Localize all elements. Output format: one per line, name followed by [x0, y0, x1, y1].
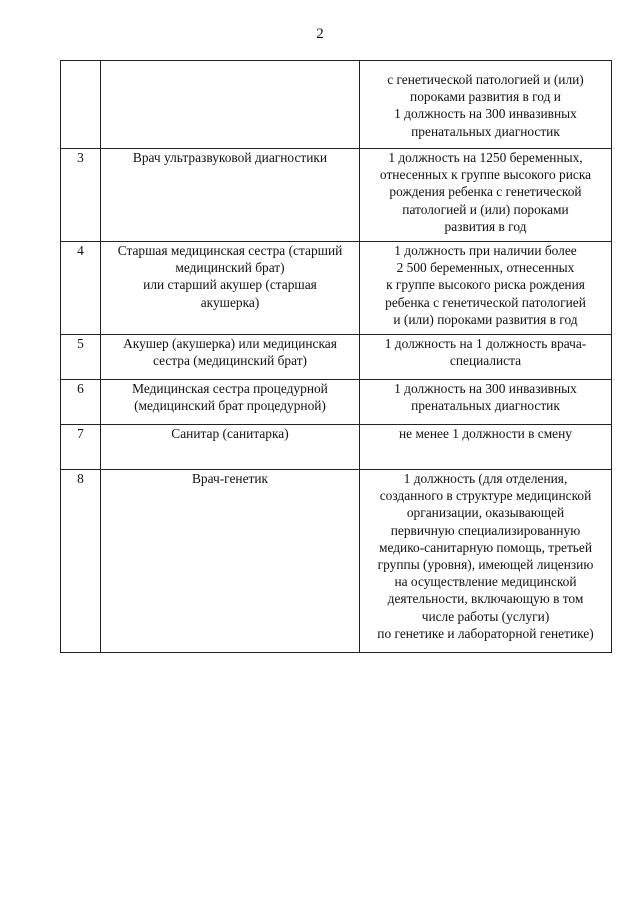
norm-line: пороками развития в год и — [410, 89, 561, 105]
table-row — [61, 61, 612, 149]
norm-line: развития в год — [444, 218, 527, 234]
row-number — [61, 61, 101, 149]
position-cell — [101, 380, 360, 425]
staffing-norm-cell — [360, 470, 612, 653]
staffing-norm-cell — [360, 425, 612, 470]
norm-line: деятельности, включающую в том — [387, 591, 584, 607]
norm-line: числе работы (услуги) — [421, 608, 550, 624]
norm-line: не менее 1 должности в смену — [399, 426, 572, 441]
norm-line: организации, оказывающей — [406, 505, 565, 521]
norm-line: 2 500 беременных, отнесенных — [396, 260, 575, 276]
row-number: 4 — [61, 242, 101, 335]
norm-line: к группе высокого риска рождения — [386, 277, 585, 293]
norm-line: отнесенных к группе высокого риска — [379, 167, 592, 183]
norm-line: патологией и (или) пороками — [402, 201, 569, 217]
norm-line: 1 должность на 300 инвазивных — [394, 106, 577, 122]
row-number: 3 — [61, 149, 101, 242]
position-cell — [101, 149, 360, 242]
position-line: или старший акушер (старшая — [143, 277, 317, 293]
staffing-norm-cell — [360, 61, 612, 149]
position-line: сестра (медицинский брат) — [152, 353, 308, 369]
staffing-norm-cell — [360, 149, 612, 242]
norm-line: группы (уровня), имеющей лицензию — [377, 557, 594, 573]
position-cell — [101, 470, 360, 653]
row-number: 8 — [61, 470, 101, 653]
norm-line: созданного в структуре медицинской — [379, 488, 592, 504]
position-cell — [101, 61, 360, 149]
position-cell — [101, 425, 360, 470]
norm-line: ребенка с генетической патологией — [385, 294, 586, 310]
norm-line: первичную специализированную — [390, 522, 581, 538]
norm-line: по генетике и лабораторной генетике) — [377, 625, 594, 641]
table-row — [61, 149, 612, 242]
norm-line: и (или) пороками развития в год — [393, 311, 578, 327]
norm-line: пренатальных диагностик — [411, 398, 560, 414]
position-line: Врач ультразвуковой диагностики — [132, 150, 328, 165]
norm-line: 1 должность на 1 должность врача- — [384, 336, 587, 351]
position-line: Старшая медицинская сестра (старший — [117, 243, 343, 258]
staffing-norm-cell — [360, 380, 612, 425]
norm-line: 1 должность на 1250 беременных, — [388, 150, 583, 165]
norm-line: медико-санитарную помощь, третьей — [378, 539, 593, 555]
table-row — [61, 380, 612, 425]
position-line: (медицинский брат процедурной) — [134, 398, 326, 414]
position-line: медицинский брат) — [175, 260, 285, 276]
position-cell — [101, 242, 360, 335]
staffing-norm-cell — [360, 242, 612, 335]
row-number: 6 — [61, 380, 101, 425]
page-number: 2 — [316, 26, 324, 42]
position-line: Медицинская сестра процедурной — [132, 381, 328, 396]
table-row — [61, 242, 612, 335]
row-number: 7 — [61, 425, 101, 470]
position-cell — [101, 335, 360, 380]
norm-line: рождения ребенка с генетической — [389, 184, 582, 200]
norm-line: пренатальных диагностик — [411, 123, 560, 139]
position-line: Врач-генетик — [191, 471, 269, 486]
norm-line: специалиста — [449, 353, 522, 369]
norm-line: 1 должность (для отделения, — [403, 471, 568, 486]
staffing-table — [60, 60, 612, 653]
norm-line: на осуществление медицинской — [394, 574, 577, 590]
table-row — [61, 425, 612, 470]
position-line: Санитар (санитарка) — [171, 426, 289, 441]
table-row — [61, 335, 612, 380]
position-line: Акушер (акушерка) или медицинская — [123, 336, 337, 351]
position-line: акушерка) — [200, 294, 260, 310]
norm-line: 1 должность на 300 инвазивных — [394, 381, 577, 396]
table-row — [61, 470, 612, 653]
norm-line: с генетической патологией и (или) — [387, 72, 584, 87]
staffing-norm-cell — [360, 335, 612, 380]
norm-line: 1 должность при наличии более — [394, 243, 577, 258]
row-number: 5 — [61, 335, 101, 380]
